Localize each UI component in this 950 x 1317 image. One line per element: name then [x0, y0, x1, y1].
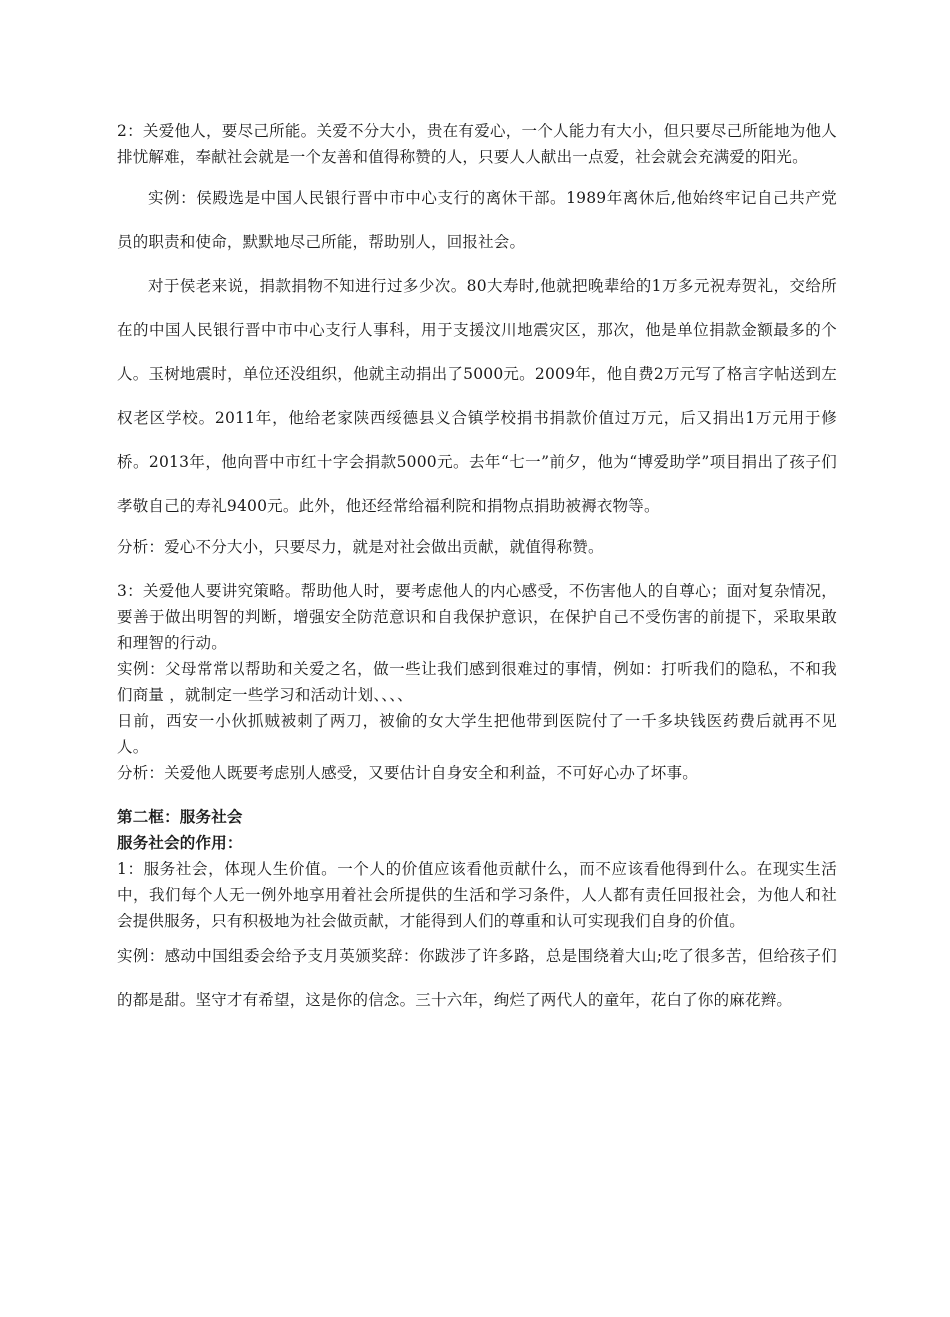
paragraph-donations: 对于侯老来说，捐款捐物不知进行过多少次。80大寿时,他就把晚辈给的1万多元祝寿贺礼，交给所在的中国人民银行晋中市中心支行人事科，用于支援汶川地震灾区，那次，他是单位捐款金额最多的个人。玉树地震时，单位还没组织，他就主动捐出了5000元。2009年，他自费2万元写了格言字帖送到左权老区学校。2011年，他给老家陕西绥德县义合镇学校捐书捐款价值过万元，后又捐出1万元用于修桥。2013年，他向晋中市红十字会捐款5000元。去年“七一”前夕，他为“博爱助学”项目捐出了孩子们孝敬自己的寿礼9400元。此外，他还经常给福利院和捐物点捐助被褥衣物等。 — [117, 277, 837, 515]
paragraph-serve-society: 1：服务社会，体现人生价值。一个人的价值应该看他贡献什么，而不应该看他得到什么。在现实生活中，我们每个人无一例外地享用着社会所提供的生活和学习条件，人人都有责任回报社会，为他人和社会提供服务，只有积极地为社会做贡献，才能得到人们的尊重和认可实现我们自身的价值。 — [117, 860, 837, 930]
paragraph-xian-story: 日前，西安一小伙抓贼被刺了两刀，被偷的女大学生把他带到医院付了一千多块钱医药费后就再不见人。 — [117, 712, 837, 756]
spacer — [117, 560, 837, 578]
paragraph-example-zhi-yueying: 实例：感动中国组委会给予支月英颁奖辞：你跋涉了许多路，总是围绕着大山;吃了很多苦，但给孩子们的都是甜。坚守才有希望，这是你的信念。三十六年，绚烂了两代人的童年，花白了你的麻花辫。 — [117, 947, 837, 1009]
subsection-heading: 服务社会的作用： — [117, 833, 243, 852]
section-heading: 第二框：服务社会 — [117, 807, 243, 826]
paragraph-analysis-1: 分析：爱心不分大小，只要尽力，就是对社会做出贡献，就值得称赞。 — [117, 538, 604, 556]
paragraph-point-2: 2：关爱他人，要尽己所能。关爱不分大小，贵在有爱心，一个人能力有大小，但只要尽己所能地为他人排忧解难，奉献社会就是一个友善和值得称赞的人，只要人人献出一点爱，社会就会充满爱的阳光。 — [117, 122, 837, 166]
spacer — [117, 786, 837, 804]
paragraph-point-3: 3：关爱他人要讲究策略。帮助他人时，要考虑他人的内心感受，不伤害他人的自尊心；面对复杂情况，要善于做出明智的判断，增强安全防范意识和自我保护意识，在保护自己不受伤害的前提下，采取果敢和理智的行动。 — [117, 582, 837, 652]
paragraph-analysis-2: 分析：关爱他人既要考虑别人感受，又要估计自身安全和利益，不可好心办了坏事。 — [117, 764, 698, 782]
document-page — [117, 118, 837, 1022]
paragraph-example-parents: 实例：父母常常以帮助和关爱之名，做一些让我们感到很难过的事情，例如：打听我们的隐私，不和我们商量 ，就制定一些学习和活动计划、、、、 — [117, 660, 837, 704]
paragraph-example-hou: 实例：侯殿选是中国人民银行晋中市中心支行的离休干部。1989年离休后,他始终牢记自己共产党员的职责和使命，默默地尽己所能，帮助别人，回报社会。 — [117, 189, 837, 251]
